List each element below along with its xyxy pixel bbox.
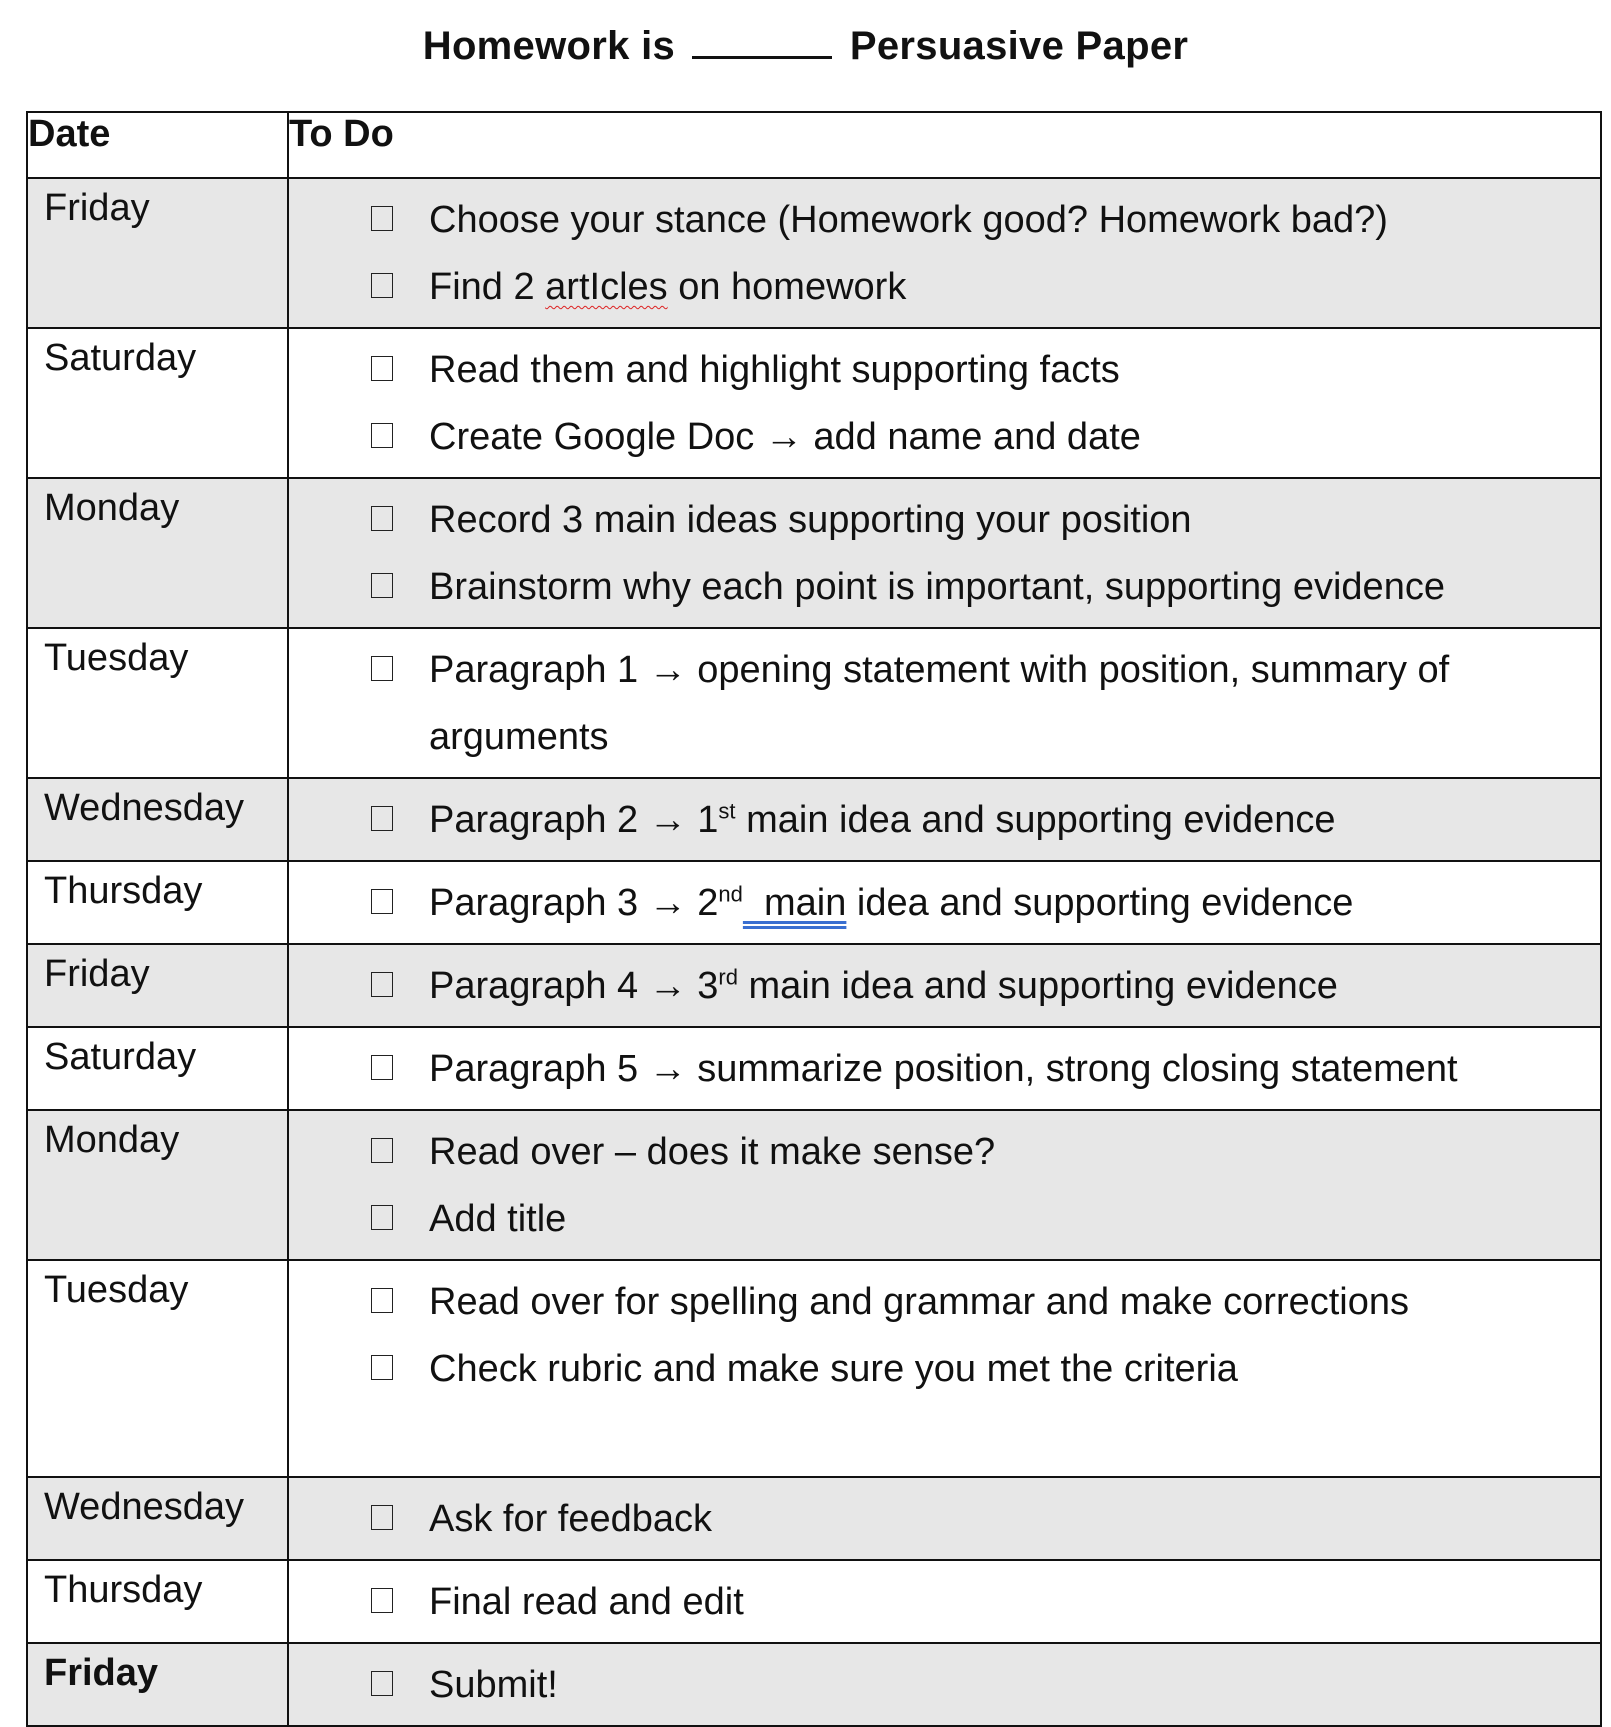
table-row — [27, 778, 1601, 861]
task-list — [289, 629, 1600, 777]
task-item — [289, 1569, 1560, 1636]
table-row — [27, 1643, 1601, 1726]
checkbox[interactable] — [371, 1505, 393, 1530]
day-cell: Friday — [27, 944, 288, 1027]
task-text: Ask for feedback — [429, 1498, 713, 1540]
task-item — [289, 953, 1560, 1020]
document-title — [0, 24, 1611, 69]
title-prefix: Homework is — [422, 24, 676, 68]
task-item — [289, 1036, 1560, 1103]
task-text: Final read and edit — [429, 1581, 744, 1623]
task-text: Submit! — [429, 1664, 558, 1706]
checkbox[interactable] — [371, 1205, 393, 1230]
day-cell: Saturday — [27, 1027, 288, 1110]
task-list — [289, 329, 1600, 477]
task-text-start: Find 2 — [429, 266, 546, 308]
tasks-cell — [288, 944, 1601, 1027]
task-text: Paragraph 1 → opening statement with position, summary of arguments — [429, 649, 1450, 758]
tasks-cell — [288, 861, 1601, 944]
task-list — [289, 479, 1600, 627]
checkbox[interactable] — [371, 889, 393, 914]
task-text: Check rubric and make sure you met the criteria — [429, 1348, 1238, 1390]
tasks-cell — [288, 1643, 1601, 1726]
ordinal-suffix: nd — [718, 881, 743, 907]
tasks-cell — [288, 178, 1601, 328]
day-cell: Friday — [27, 178, 288, 328]
ordinal-suffix: st — [718, 798, 736, 824]
tasks-cell — [288, 1027, 1601, 1110]
date-column-header: Date — [27, 112, 288, 178]
task-list — [289, 1261, 1600, 1476]
task-item — [289, 1652, 1560, 1719]
checkbox[interactable] — [371, 656, 393, 681]
task-item — [289, 787, 1560, 854]
title-blank-line — [692, 26, 832, 59]
tasks-cell — [288, 478, 1601, 628]
day-cell: Tuesday — [27, 628, 288, 778]
checkbox[interactable] — [371, 1588, 393, 1613]
day-cell: Monday — [27, 478, 288, 628]
checkbox[interactable] — [371, 506, 393, 531]
task-text: Record 3 main ideas supporting your position — [429, 499, 1192, 541]
day-cell: Tuesday — [27, 1260, 288, 1477]
checkbox[interactable] — [371, 1355, 393, 1380]
task-text: Read over for spelling and grammar and make corrections — [429, 1281, 1410, 1323]
tasks-cell — [288, 1477, 1601, 1560]
ordinal-suffix: rd — [718, 964, 738, 990]
day-cell: Friday — [27, 1643, 288, 1726]
task-list — [289, 945, 1600, 1026]
task-text-end: idea and supporting evidence — [846, 882, 1354, 924]
tasks-cell — [288, 778, 1601, 861]
task-item — [289, 337, 1560, 404]
task-list — [289, 1644, 1600, 1725]
checkbox[interactable] — [371, 206, 393, 231]
tasks-cell — [288, 1110, 1601, 1260]
task-item — [289, 554, 1560, 621]
task-item — [289, 404, 1560, 471]
task-item — [289, 1336, 1560, 1403]
task-text: Add title — [429, 1198, 567, 1240]
checkbox[interactable] — [371, 273, 393, 298]
table-row — [27, 1477, 1601, 1560]
table-row — [27, 861, 1601, 944]
task-item — [289, 870, 1560, 937]
day-cell: Wednesday — [27, 778, 288, 861]
task-list — [289, 1478, 1600, 1559]
checkbox[interactable] — [371, 1138, 393, 1163]
task-text: Brainstorm why each point is important, supporting evidence — [429, 566, 1445, 608]
task-list — [289, 862, 1600, 943]
checkbox[interactable] — [371, 1288, 393, 1313]
task-item — [289, 1186, 1560, 1253]
day-cell: Monday — [27, 1110, 288, 1260]
table-row — [27, 1260, 1601, 1477]
tasks-cell — [288, 628, 1601, 778]
task-text: Paragraph 5 → summarize position, strong closing statement — [429, 1048, 1458, 1090]
task-item — [289, 1269, 1560, 1336]
task-text-end: on homework — [667, 266, 907, 308]
header-row — [27, 112, 1601, 178]
task-item — [289, 1119, 1560, 1186]
grammar-flagged-text: main — [742, 882, 847, 924]
task-list — [289, 1028, 1600, 1109]
task-text: Choose your stance (Homework good? Homework bad?) — [429, 199, 1388, 241]
task-item — [289, 187, 1560, 254]
table-row — [27, 178, 1601, 328]
task-list — [289, 179, 1600, 327]
checkbox[interactable] — [371, 972, 393, 997]
checkbox[interactable] — [371, 423, 393, 448]
title-suffix: Persuasive Paper — [849, 24, 1189, 68]
table-row — [27, 944, 1601, 1027]
day-cell: Saturday — [27, 328, 288, 478]
task-item — [289, 487, 1560, 554]
task-list — [289, 1561, 1600, 1642]
table-row — [27, 1027, 1601, 1110]
task-item — [289, 254, 1560, 321]
misspelled-word: artIcles — [545, 266, 668, 308]
checkbox[interactable] — [371, 1055, 393, 1080]
task-text-start: Paragraph 4 → 3 — [429, 965, 719, 1007]
table-row — [27, 1110, 1601, 1260]
table-row — [27, 478, 1601, 628]
tasks-cell — [288, 1560, 1601, 1643]
tasks-cell — [288, 328, 1601, 478]
task-list — [289, 779, 1600, 860]
task-text-end: main idea and supporting evidence — [737, 965, 1338, 1007]
day-cell: Thursday — [27, 861, 288, 944]
day-cell: Wednesday — [27, 1477, 288, 1560]
task-text: Read over – does it make sense? — [429, 1131, 996, 1173]
todo-column-header: To Do — [288, 112, 1601, 178]
table-row — [27, 1560, 1601, 1643]
schedule-table — [26, 111, 1602, 1727]
table-row — [27, 628, 1601, 778]
checkbox[interactable] — [371, 356, 393, 381]
checkbox[interactable] — [371, 806, 393, 831]
table-row — [27, 328, 1601, 478]
task-text: Read them and highlight supporting facts — [429, 349, 1120, 391]
task-item — [289, 1486, 1560, 1553]
task-text: Create Google Doc → add name and date — [429, 416, 1141, 458]
task-text-start: Paragraph 2 → 1 — [429, 799, 719, 841]
checkbox[interactable] — [371, 1671, 393, 1696]
task-text-start: Paragraph 3 → 2 — [429, 882, 719, 924]
task-list — [289, 1111, 1600, 1259]
day-cell: Thursday — [27, 1560, 288, 1643]
task-item — [289, 637, 1560, 771]
tasks-cell — [288, 1260, 1601, 1477]
task-text-end: main idea and supporting evidence — [735, 799, 1336, 841]
checkbox[interactable] — [371, 573, 393, 598]
